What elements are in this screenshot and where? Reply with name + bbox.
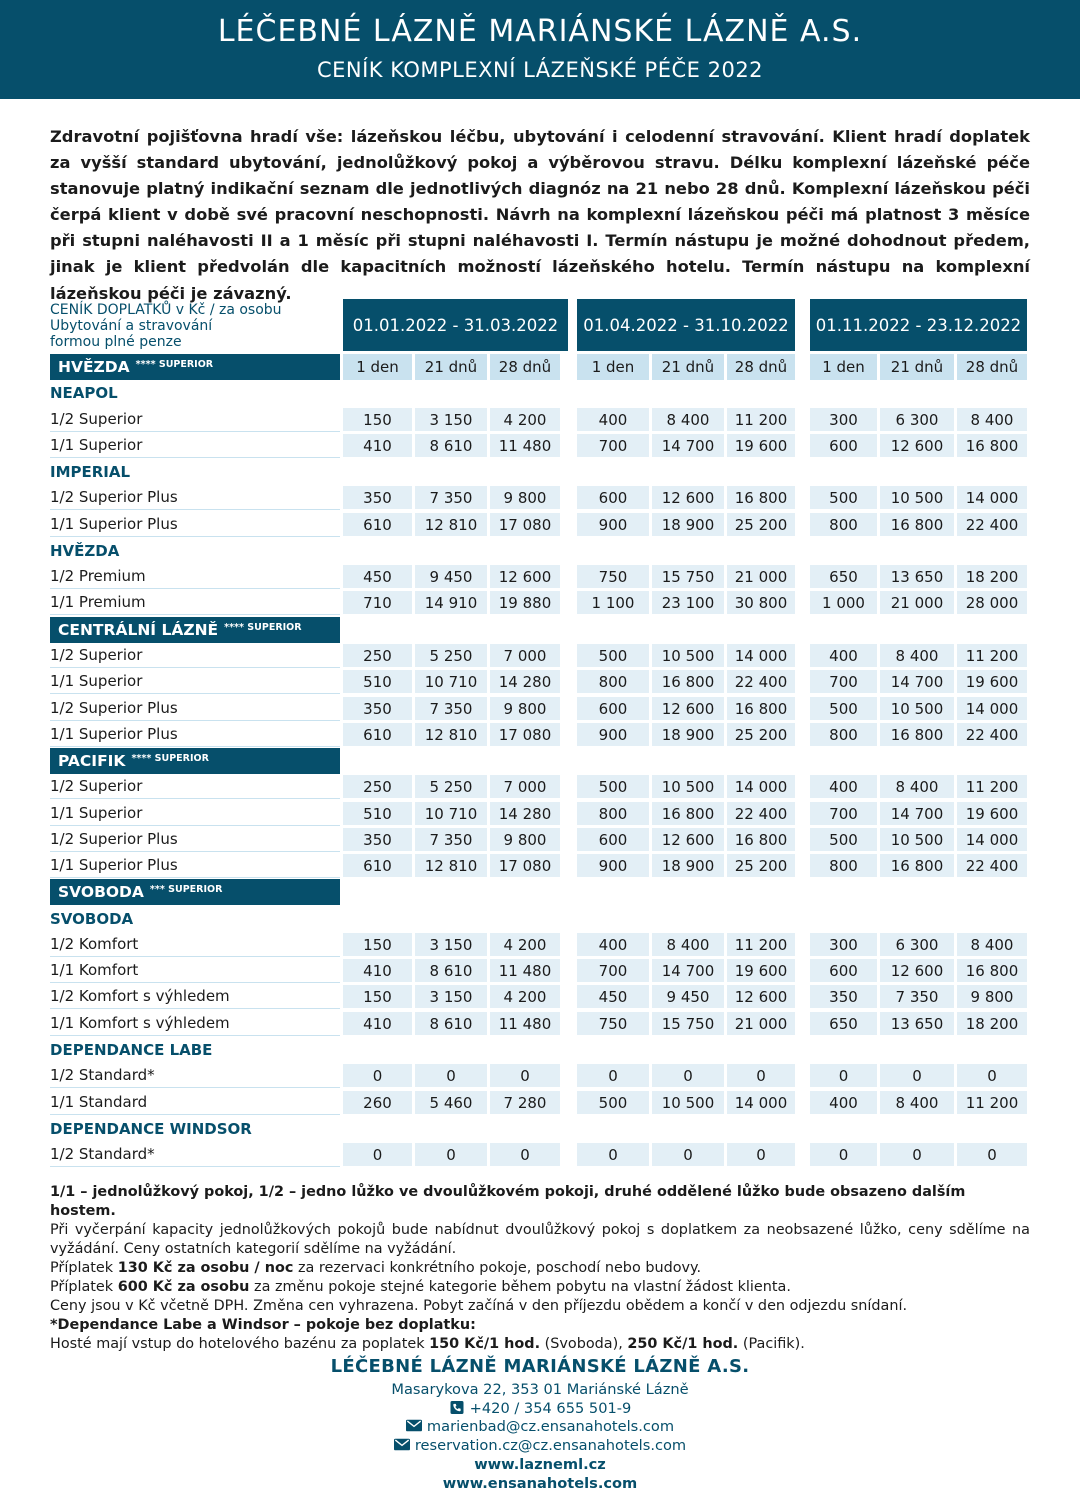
price-cell: 22 400 xyxy=(727,670,795,693)
phone-icon xyxy=(449,1401,465,1414)
room-type-label: 1/1 Superior xyxy=(50,669,340,694)
dependance-note: *Dependance Labe a Windsor – pokoje bez doplatku: xyxy=(50,1317,476,1333)
price-cell: 7 000 xyxy=(490,775,560,798)
price-cell: 22 400 xyxy=(957,854,1027,877)
price-cell: 10 500 xyxy=(880,486,954,509)
footer-company: LÉČEBNÉ LÁZNĚ MARIÁNSKÉ LÁZNĚ A.S. xyxy=(330,1356,750,1377)
price-cell: 0 xyxy=(490,1064,560,1087)
price-cell: 700 xyxy=(577,434,649,457)
price-cell: 0 xyxy=(577,1064,649,1087)
price-cell: 8 610 xyxy=(415,959,487,982)
price-cell: 7 350 xyxy=(415,486,487,509)
price-cell: 900 xyxy=(577,854,649,877)
price-cell: 21 000 xyxy=(880,591,954,614)
price-cell: 3 150 xyxy=(415,408,487,431)
price-cell: 8 400 xyxy=(652,933,724,956)
price-cell: 410 xyxy=(343,434,412,457)
room-type-label: 1/2 Superior Plus xyxy=(50,827,340,852)
price-cell: 150 xyxy=(343,408,412,431)
price-cell: 16 800 xyxy=(652,802,724,825)
price-cell: 1 100 xyxy=(577,591,649,614)
price-cell: 900 xyxy=(577,723,649,746)
price-cell: 16 800 xyxy=(880,513,954,536)
price-cell: 600 xyxy=(577,486,649,509)
price-cell: 3 150 xyxy=(415,933,487,956)
price-cell: 650 xyxy=(810,1012,877,1035)
price-cell: 510 xyxy=(343,802,412,825)
price-cell: 5 250 xyxy=(415,775,487,798)
day-column-header: 21 dnů xyxy=(415,354,487,380)
price-cell: 750 xyxy=(577,565,649,588)
price-cell: 12 600 xyxy=(880,959,954,982)
period-header: 01.01.2022 - 31.03.2022 xyxy=(343,299,568,351)
price-cell: 22 400 xyxy=(957,723,1027,746)
room-type-label: 1/2 Superior xyxy=(50,774,340,799)
price-cell: 7 350 xyxy=(415,697,487,720)
price-cell: 450 xyxy=(343,565,412,588)
price-cell: 300 xyxy=(810,408,877,431)
price-cell: 19 600 xyxy=(957,670,1027,693)
price-cell: 8 400 xyxy=(652,408,724,431)
price-cell: 14 280 xyxy=(490,670,560,693)
hotel-rating: **** SUPERIOR xyxy=(131,752,209,764)
price-cell: 14 700 xyxy=(652,434,724,457)
price-cell: 11 200 xyxy=(957,644,1027,667)
room-type-label: 1/1 Superior xyxy=(50,801,340,826)
room-type-label: 1/2 Komfort xyxy=(50,932,340,957)
building-subheading: SVOBODA xyxy=(50,910,134,928)
price-cell: 300 xyxy=(810,933,877,956)
price-cell: 12 810 xyxy=(415,723,487,746)
price-cell: 19 600 xyxy=(727,959,795,982)
footer-email-reservation[interactable]: reservation.cz@cz.ensanahotels.com xyxy=(0,1437,1080,1454)
page-subtitle: CENÍK KOMPLEXNÍ LÁZEŇSKÉ PÉČE 2022 xyxy=(316,58,764,82)
period-header: 01.11.2022 - 23.12.2022 xyxy=(810,299,1027,351)
price-cell: 14 910 xyxy=(415,591,487,614)
price-cell: 410 xyxy=(343,1012,412,1035)
price-cell: 500 xyxy=(810,697,877,720)
price-cell: 12 810 xyxy=(415,513,487,536)
price-cell: 7 280 xyxy=(490,1091,560,1114)
price-cell: 400 xyxy=(810,775,877,798)
price-cell: 10 500 xyxy=(652,775,724,798)
price-cell: 9 800 xyxy=(490,486,560,509)
price-cell: 16 800 xyxy=(880,854,954,877)
footer-phone[interactable]: +420 / 354 655 501-9 xyxy=(0,1400,1080,1417)
price-cell: 14 000 xyxy=(957,828,1027,851)
price-cell: 12 600 xyxy=(652,486,724,509)
price-cell: 800 xyxy=(810,513,877,536)
price-cell: 16 800 xyxy=(880,723,954,746)
price-cell: 610 xyxy=(343,513,412,536)
price-cell: 400 xyxy=(577,408,649,431)
prices-note: Ceny jsou v Kč včetně DPH. Změna cen vyhrazena. Pobyt začíná v den příjezdu obědem a končí v den odjezdu snídaní. xyxy=(50,1298,908,1314)
hotel-name: HVĚZDA xyxy=(58,358,130,376)
price-cell: 150 xyxy=(343,985,412,1008)
price-cell: 400 xyxy=(810,1091,877,1114)
price-cell: 700 xyxy=(810,670,877,693)
price-cell: 8 400 xyxy=(957,408,1027,431)
price-cell: 150 xyxy=(343,933,412,956)
price-cell: 16 800 xyxy=(727,486,795,509)
price-cell: 10 500 xyxy=(880,697,954,720)
room-type-label: 1/2 Superior Plus xyxy=(50,696,340,721)
price-cell: 13 650 xyxy=(880,565,954,588)
price-cell: 16 800 xyxy=(727,828,795,851)
price-cell: 0 xyxy=(880,1143,954,1166)
price-cell: 900 xyxy=(577,513,649,536)
day-column-header: 28 dnů xyxy=(490,354,560,380)
price-cell: 350 xyxy=(810,985,877,1008)
day-column-header: 1 den xyxy=(343,354,412,380)
price-cell: 350 xyxy=(343,486,412,509)
price-cell: 16 800 xyxy=(957,959,1027,982)
surcharge-change-note: Příplatek 600 Kč za osobu za změnu pokoje stejné kategorie během pobytu na vlastní žádost klienta. xyxy=(50,1279,791,1295)
price-cell: 800 xyxy=(810,723,877,746)
hotel-rating: **** SUPERIOR xyxy=(135,358,214,370)
price-cell: 4 200 xyxy=(490,933,560,956)
price-cell: 18 900 xyxy=(652,723,724,746)
price-cell: 0 xyxy=(343,1064,412,1087)
room-type-label: 1/1 Komfort xyxy=(50,958,340,983)
price-cell: 16 800 xyxy=(727,697,795,720)
price-cell: 21 000 xyxy=(727,1012,795,1035)
price-cell: 14 000 xyxy=(727,1091,795,1114)
room-type-label: 1/2 Superior xyxy=(50,643,340,668)
day-column-header: 28 dnů xyxy=(957,354,1027,380)
building-subheading: IMPERIAL xyxy=(50,463,131,481)
price-cell: 500 xyxy=(577,775,649,798)
day-column-header: 21 dnů xyxy=(880,354,954,380)
price-cell: 8 400 xyxy=(880,1091,954,1114)
price-cell: 610 xyxy=(343,723,412,746)
price-cell: 12 810 xyxy=(415,854,487,877)
price-cell: 0 xyxy=(810,1143,877,1166)
day-column-header: 1 den xyxy=(577,354,649,380)
page-header xyxy=(0,0,1080,99)
price-cell: 14 700 xyxy=(880,802,954,825)
price-cell: 800 xyxy=(810,854,877,877)
price-cell: 10 500 xyxy=(652,1091,724,1114)
price-cell: 14 000 xyxy=(957,697,1027,720)
price-cell: 700 xyxy=(577,959,649,982)
price-cell: 22 400 xyxy=(727,802,795,825)
price-cell: 6 300 xyxy=(880,933,954,956)
price-cell: 0 xyxy=(490,1143,560,1166)
table-caption-line: Ubytování a stravování xyxy=(50,318,213,334)
price-cell: 500 xyxy=(810,828,877,851)
price-cell: 14 700 xyxy=(880,670,954,693)
price-cell: 0 xyxy=(415,1143,487,1166)
room-type-label: 1/1 Superior Plus xyxy=(50,722,340,747)
room-legend: 1/1 – jednolůžkový pokoj, 1/2 – jedno lůžko ve dvoulůžkovém pokoji, druhé oddělené lůžko bude obsazeno dalším hostem. xyxy=(50,1184,966,1219)
price-cell: 10 710 xyxy=(415,670,487,693)
price-cell: 14 700 xyxy=(652,959,724,982)
price-cell: 9 800 xyxy=(490,697,560,720)
price-cell: 8 610 xyxy=(415,434,487,457)
price-cell: 500 xyxy=(577,644,649,667)
price-cell: 6 300 xyxy=(880,408,954,431)
price-cell: 18 900 xyxy=(652,513,724,536)
price-cell: 16 800 xyxy=(957,434,1027,457)
price-cell: 650 xyxy=(810,565,877,588)
price-cell: 11 480 xyxy=(490,959,560,982)
hotel-name: CENTRÁLNÍ LÁZNĚ xyxy=(58,621,219,639)
price-cell: 9 800 xyxy=(957,985,1027,1008)
price-cell: 600 xyxy=(577,697,649,720)
price-cell: 0 xyxy=(727,1143,795,1166)
price-cell: 10 710 xyxy=(415,802,487,825)
price-cell: 17 080 xyxy=(490,854,560,877)
day-column-header: 21 dnů xyxy=(652,354,724,380)
price-cell: 400 xyxy=(577,933,649,956)
price-cell: 0 xyxy=(880,1064,954,1087)
hotel-band xyxy=(50,879,340,905)
price-cell: 5 250 xyxy=(415,644,487,667)
hotel-name: SVOBODA xyxy=(58,883,144,901)
price-cell: 9 450 xyxy=(652,985,724,1008)
hotel-band xyxy=(50,617,340,643)
price-cell: 15 750 xyxy=(652,1012,724,1035)
price-cell: 11 480 xyxy=(490,1012,560,1035)
room-type-label: 1/1 Komfort s výhledem xyxy=(50,1011,340,1036)
price-cell: 22 400 xyxy=(957,513,1027,536)
price-cell: 18 900 xyxy=(652,854,724,877)
price-cell: 410 xyxy=(343,959,412,982)
price-cell: 250 xyxy=(343,644,412,667)
price-cell: 11 200 xyxy=(957,775,1027,798)
price-cell: 260 xyxy=(343,1091,412,1114)
price-cell: 30 800 xyxy=(727,591,795,614)
price-cell: 11 200 xyxy=(957,1091,1027,1114)
hotel-rating: **** SUPERIOR xyxy=(224,621,302,633)
price-cell: 17 080 xyxy=(490,723,560,746)
hotel-band xyxy=(50,354,340,380)
room-type-label: 1/2 Standard* xyxy=(50,1063,340,1088)
price-cell: 4 200 xyxy=(490,985,560,1008)
price-cell: 25 200 xyxy=(727,513,795,536)
table-caption-line: CENÍK DOPLATKŮ v Kč / za osobu xyxy=(50,302,282,318)
price-cell: 0 xyxy=(727,1064,795,1087)
price-cell: 0 xyxy=(343,1143,412,1166)
hotel-band xyxy=(50,748,340,774)
price-cell: 700 xyxy=(810,802,877,825)
price-cell: 14 000 xyxy=(727,775,795,798)
period-header: 01.04.2022 - 31.10.2022 xyxy=(577,299,795,351)
hotel-name: PACIFIK xyxy=(58,752,126,770)
building-subheading: DEPENDANCE WINDSOR xyxy=(50,1120,252,1138)
price-cell: 19 880 xyxy=(490,591,560,614)
capacity-note: Při vyčerpání kapacity jednolůžkových pokojů bude nabídnut dvoulůžkový pokoj s doplatkem za neobsazené lůžko, ceny sdělíme na vyžádání. Ceny ostatních kategorií sdělíme na vyžádání. xyxy=(50,1222,1030,1257)
price-cell: 400 xyxy=(810,644,877,667)
price-cell: 710 xyxy=(343,591,412,614)
price-cell: 12 600 xyxy=(727,985,795,1008)
price-cell: 1 000 xyxy=(810,591,877,614)
room-type-label: 1/1 Superior Plus xyxy=(50,853,340,878)
hotel-rating: *** SUPERIOR xyxy=(149,883,223,895)
price-cell: 12 600 xyxy=(880,434,954,457)
price-cell: 14 000 xyxy=(957,486,1027,509)
room-type-label: 1/2 Superior xyxy=(50,407,340,432)
price-cell: 600 xyxy=(577,828,649,851)
price-cell: 14 000 xyxy=(727,644,795,667)
price-cell: 3 150 xyxy=(415,985,487,1008)
price-cell: 0 xyxy=(957,1064,1027,1087)
price-cell: 18 200 xyxy=(957,565,1027,588)
price-cell: 8 400 xyxy=(880,644,954,667)
price-cell: 600 xyxy=(810,959,877,982)
footer-web-ensana[interactable]: www.ensanahotels.com xyxy=(442,1475,638,1492)
price-cell: 350 xyxy=(343,697,412,720)
room-type-label: 1/1 Superior Plus xyxy=(50,512,340,537)
price-cell: 12 600 xyxy=(652,828,724,851)
room-type-label: 1/2 Premium xyxy=(50,564,340,589)
price-cell: 750 xyxy=(577,1012,649,1035)
price-cell: 9 800 xyxy=(490,828,560,851)
price-cell: 610 xyxy=(343,854,412,877)
surcharge-room-note: Příplatek 130 Kč za osobu / noc za rezervaci konkrétního pokoje, poschodí nebo budovy. xyxy=(50,1260,702,1276)
price-cell: 11 200 xyxy=(727,408,795,431)
price-cell: 500 xyxy=(577,1091,649,1114)
room-type-label: 1/2 Komfort s výhledem xyxy=(50,984,340,1009)
price-cell: 0 xyxy=(577,1143,649,1166)
price-cell: 17 080 xyxy=(490,513,560,536)
price-cell: 13 650 xyxy=(880,1012,954,1035)
price-cell: 10 500 xyxy=(652,644,724,667)
price-cell: 250 xyxy=(343,775,412,798)
room-type-label: 1/1 Superior xyxy=(50,433,340,458)
table-caption xyxy=(50,302,282,350)
price-cell: 8 400 xyxy=(880,775,954,798)
price-cell: 510 xyxy=(343,670,412,693)
day-column-header: 28 dnů xyxy=(727,354,795,380)
footer-address: Masarykova 22, 353 01 Mariánské Lázně xyxy=(391,1381,689,1398)
price-cell: 25 200 xyxy=(727,854,795,877)
footer-email-marienbad[interactable]: marienbad@cz.ensanahotels.com xyxy=(0,1418,1080,1435)
day-column-header: 1 den xyxy=(810,354,877,380)
notes xyxy=(50,1183,1030,1354)
price-cell: 28 000 xyxy=(957,591,1027,614)
price-cell: 7 350 xyxy=(880,985,954,1008)
room-type-label: 1/2 Superior Plus xyxy=(50,485,340,510)
price-cell: 14 280 xyxy=(490,802,560,825)
price-cell: 7 350 xyxy=(415,828,487,851)
table-caption-line: formou plné penze xyxy=(50,334,182,350)
building-subheading: HVĚZDA xyxy=(50,542,120,560)
price-cell: 500 xyxy=(810,486,877,509)
price-cell: 0 xyxy=(810,1064,877,1087)
price-cell: 15 750 xyxy=(652,565,724,588)
price-cell: 800 xyxy=(577,802,649,825)
room-type-label: 1/2 Standard* xyxy=(50,1142,340,1167)
building-subheading: NEAPOL xyxy=(50,384,118,402)
price-cell: 12 600 xyxy=(652,697,724,720)
price-cell: 11 200 xyxy=(727,933,795,956)
price-cell: 0 xyxy=(957,1143,1027,1166)
price-cell: 0 xyxy=(652,1143,724,1166)
price-cell: 12 600 xyxy=(490,565,560,588)
intro-paragraph: Zdravotní pojišťovna hradí vše: lázeňskou léčbu, ubytování i celodenní stravování. Klient hradí doplatek za vyšší standard ubytování, jednolůžkový pokoj a výběrovou stravu. Délku komplexní lázeňské péče stanovuje platný indikační seznam dle jednotlivých diagnóz na 21 nebo 28 dnů. Komplexní lázeňskou péči čerpá klient v době své pracovní neschopnosti. Návrh na komplexní lázeňskou péči má platnost 3 měsíce při stupni naléhavosti II a 1 měsíc při stupni naléhavosti I. Termín nástupu je možné dohodnout předem, jinak je klient předvolán dle kapacitních možností lázeňského hotelu. Termín nástupu na komplexní lázeňskou péči je závazný. xyxy=(50,127,1030,303)
building-subheading: DEPENDANCE LABE xyxy=(50,1041,213,1059)
price-cell: 7 000 xyxy=(490,644,560,667)
price-cell: 450 xyxy=(577,985,649,1008)
price-cell: 600 xyxy=(810,434,877,457)
pool-note: Hosté mají vstup do hotelového bazénu za poplatek 150 Kč/1 hod. (Svoboda), 250 Kč/1 hod. (Pacifik). xyxy=(50,1336,805,1352)
price-cell: 800 xyxy=(577,670,649,693)
price-cell: 16 800 xyxy=(652,670,724,693)
price-cell: 8 610 xyxy=(415,1012,487,1035)
room-type-label: 1/1 Standard xyxy=(50,1090,340,1115)
price-cell: 11 480 xyxy=(490,434,560,457)
price-cell: 21 000 xyxy=(727,565,795,588)
price-cell: 19 600 xyxy=(957,802,1027,825)
envelope-icon xyxy=(406,1419,422,1432)
price-cell: 25 200 xyxy=(727,723,795,746)
price-cell: 18 200 xyxy=(957,1012,1027,1035)
room-type-label: 1/1 Premium xyxy=(50,590,340,615)
price-cell: 19 600 xyxy=(727,434,795,457)
price-cell: 5 460 xyxy=(415,1091,487,1114)
price-cell: 23 100 xyxy=(652,591,724,614)
price-cell: 0 xyxy=(415,1064,487,1087)
page-title: LÉČEBNÉ LÁZNĚ MARIÁNSKÉ LÁZNĚ A.S. xyxy=(217,14,863,49)
price-cell: 9 450 xyxy=(415,565,487,588)
footer-web-lazneml[interactable]: www.lazneml.cz xyxy=(474,1456,606,1473)
price-cell: 0 xyxy=(652,1064,724,1087)
price-cell: 4 200 xyxy=(490,408,560,431)
price-cell: 8 400 xyxy=(957,933,1027,956)
price-cell: 350 xyxy=(343,828,412,851)
price-cell: 10 500 xyxy=(880,828,954,851)
envelope-icon xyxy=(394,1438,410,1451)
